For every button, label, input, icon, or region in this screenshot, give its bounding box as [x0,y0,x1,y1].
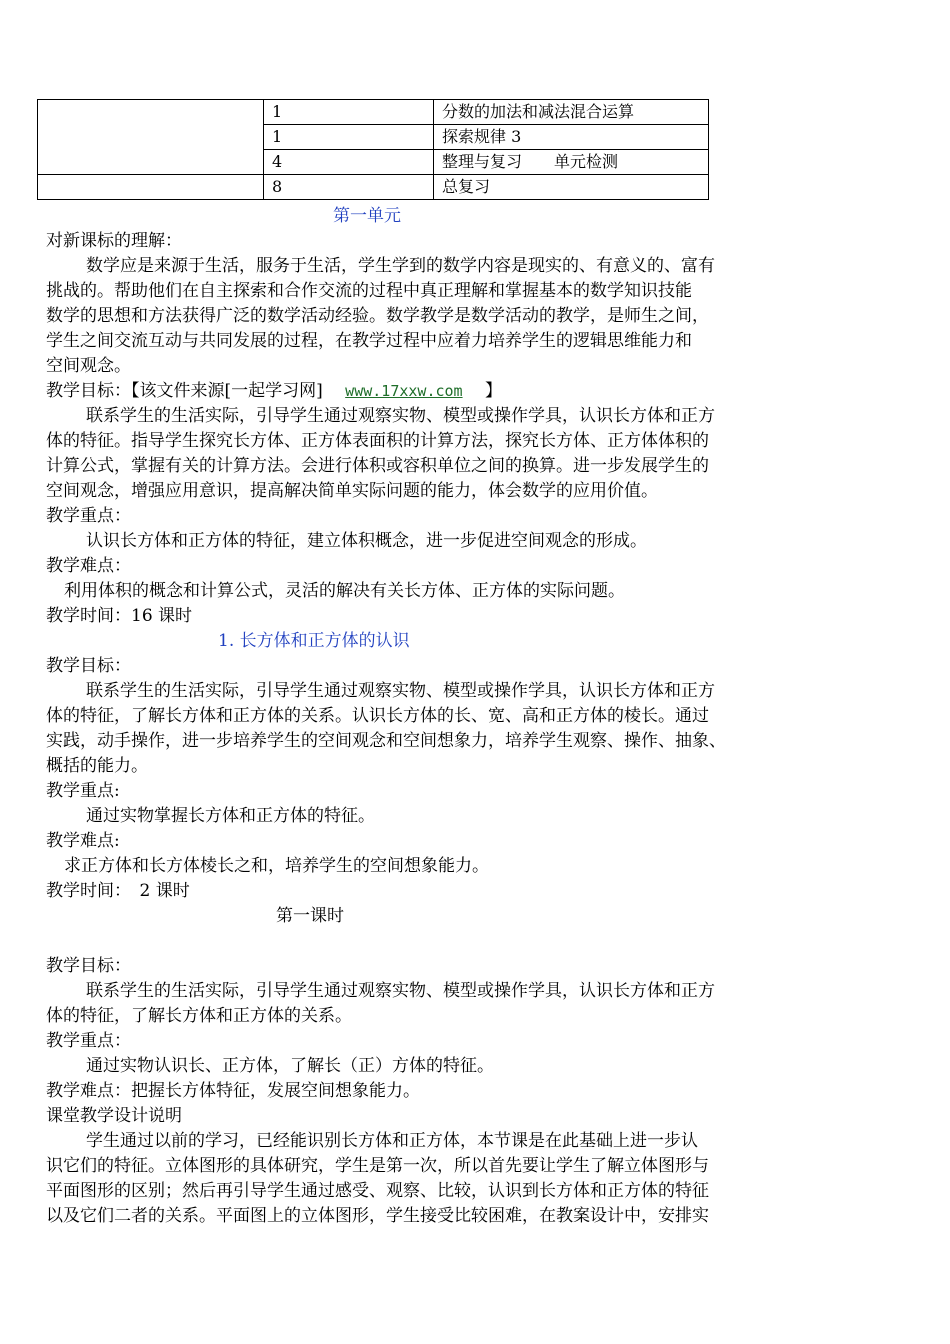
heading-curriculum-understanding: 对新课标的理解： [46,231,182,251]
source-link[interactable]: www.17xxw.com [345,382,463,400]
table-cell-hours: 1 [264,125,434,150]
heading-key-points: 教学重点： [46,1031,131,1051]
table-cell-blank [38,175,264,200]
paragraph-line: 利用体积的概念和计算公式，灵活的解决有关长方体、正方体的实际问题。 [64,581,625,601]
heading-difficulties: 教学难点: [46,831,120,851]
paragraph-line: 联系学生的生活实际，引导学生通过观察实物、模型或操作学具，认识长方体和正方 [86,681,715,701]
paragraph-line: 挑战的。帮助他们在自主探索和合作交流的过程中真正理解和掌握基本的数学知识技能 [46,281,692,301]
heading-design-notes: 课堂教学设计说明 [46,1106,182,1126]
paragraph-line: 数学应是来源于生活，服务于生活，学生学到的数学内容是现实的、有意义的、富有 [86,256,715,276]
table-cell-topic: 总复习 [434,175,709,200]
section-title: 1. 长方体和正方体的认识 [218,631,410,651]
paragraph-line: 联系学生的生活实际，引导学生通过观察实物、模型或操作学具，认识长方体和正方 [86,406,715,426]
paragraph-line: 空间观念，增强应用意识，提高解决简单实际问题的能力，体会数学的应用价值。 [46,481,658,501]
table-cell-hours: 8 [264,175,434,200]
table-row [38,175,709,200]
paragraph-line: 计算公式，掌握有关的计算方法。会进行体积或容积单位之间的换算。进一步发展学生的 [46,456,709,476]
schedule-table [37,99,709,200]
unit-title: 第一单元 [333,206,401,226]
heading-key-points: 教学重点: [46,781,120,801]
paragraph-line: 认识长方体和正方体的特征，建立体积概念，进一步促进空间观念的形成。 [86,531,647,551]
teaching-time: 教学时间：16 课时 [46,606,193,626]
heading-teaching-goals: 教学目标： [46,656,131,676]
paragraph-line: 识它们的特征。立体图形的具体研究，学生是第一次，所以首先要让学生了解立体图形与 [46,1156,709,1176]
paragraph-line: 通过实物掌握长方体和正方体的特征。 [86,806,375,826]
teaching-goals-source-line [46,379,502,403]
paragraph-line: 数学的思想和方法获得广泛的数学活动经验。数学教学是数学活动的教学，是师生之间， [46,306,709,326]
paragraph-line: 体的特征，了解长方体和正方体的关系。 [46,1006,352,1026]
paragraph-line: 以及它们二者的关系。平面图上的立体图形，学生接受比较困难，在教案设计中，安排实 [46,1206,709,1226]
paragraph-line: 空间观念。 [46,356,131,376]
paragraph-line: 学生通过以前的学习，已经能识别长方体和正方体，本节课是在此基础上进一步认 [86,1131,698,1151]
teaching-time: 教学时间： 2 课时 [46,881,190,901]
bracket-close: 】 [462,381,502,401]
heading-difficulties: 教学难点： [46,556,131,576]
heading-teaching-goals: 教学目标： [46,956,131,976]
paragraph-line: 通过实物认识长、正方体，了解长（正）方体的特征。 [86,1056,494,1076]
table-cell-hours: 1 [264,100,434,125]
table-cell-topic: 分数的加法和减法混合运算 [434,100,709,125]
paragraph-line: 体的特征，了解长方体和正方体的关系。认识长方体的长、宽、高和正方体的棱长。通过 [46,706,709,726]
paragraph-line: 实践，动手操作，进一步培养学生的空间观念和空间想象力，培养学生观察、操作、抽象、 [46,731,726,751]
table-cell-topic: 探索规律 3 [434,125,709,150]
paragraph-line: 联系学生的生活实际，引导学生通过观察实物、模型或操作学具，认识长方体和正方 [86,981,715,1001]
paragraph-line: 体的特征。指导学生探究长方体、正方体表面积的计算方法，探究长方体、正方体体积的 [46,431,709,451]
heading-difficulties: 教学难点：把握长方体特征，发展空间想象能力。 [46,1081,420,1101]
lesson-title: 第一课时 [276,906,344,926]
teaching-goals-label: 教学目标：【该文件来源[一起学习网] [46,381,346,401]
table-cell-topic: 整理与复习 单元检测 [434,150,709,175]
paragraph-line: 平面图形的区别；然后再引导学生通过感受、观察、比较，认识到长方体和正方体的特征 [46,1181,709,1201]
table-cell-blank [38,100,264,175]
paragraph-line: 求正方体和长方体棱长之和，培养学生的空间想象能力。 [64,856,489,876]
table-cell-hours: 4 [264,150,434,175]
paragraph-line: 学生之间交流互动与共同发展的过程，在教学过程中应着力培养学生的逻辑思维能力和 [46,331,692,351]
heading-key-points: 教学重点： [46,506,131,526]
paragraph-line: 概括的能力。 [46,756,148,776]
table-row [38,100,709,125]
